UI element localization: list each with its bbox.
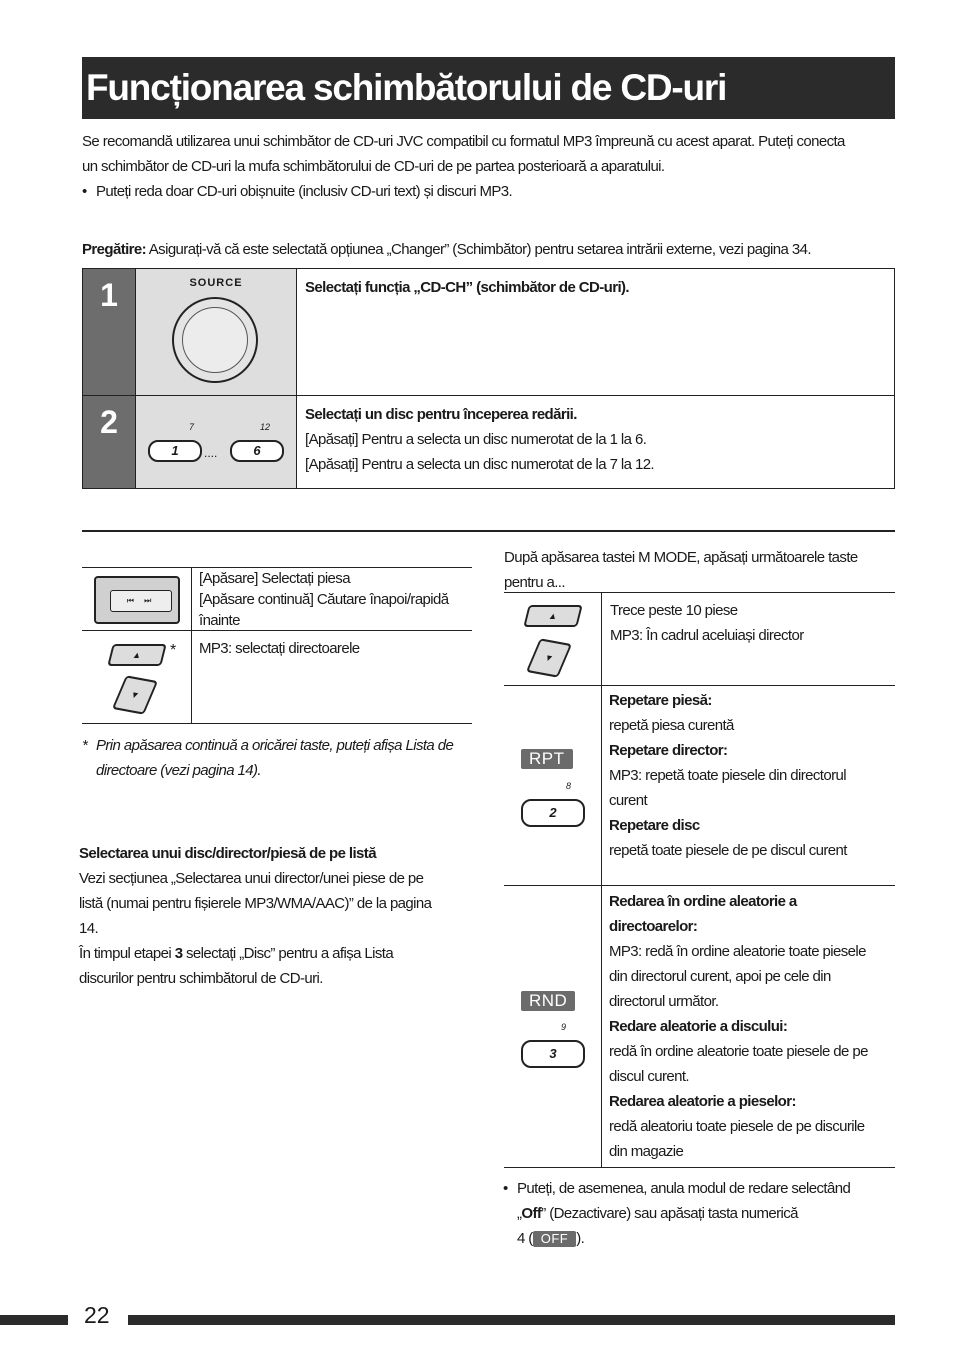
list-last-line: discurilor pentru schimbătorul de CD-uri. — [79, 970, 323, 987]
step-number-1: 1 — [83, 269, 135, 395]
row-divider-1 — [504, 685, 895, 686]
step-row-2 — [83, 396, 894, 488]
right-intro-line-1: După apăsarea tastei M MODE, apăsați următoarele taste — [504, 549, 858, 566]
intro-bullet: • Puteți reda doar CD-uri obișnuite (inclusiv CD-uri text) și discuri MP3. — [82, 183, 513, 200]
list-step-suffix: selectați „Disc” pentru a afișa Lista — [182, 945, 394, 962]
cancel-note — [503, 1176, 895, 1251]
source-label: SOURCE — [189, 277, 243, 289]
keys-dots: .... — [204, 446, 218, 460]
skip-buttons-icon: ⏮ ⏭ — [94, 576, 180, 624]
rnd-chip: RND — [521, 991, 575, 1011]
title-bar — [82, 57, 895, 119]
step-1-heading: Selectați funcția „CD-CH” (schimbător de CD-uri). — [305, 279, 629, 296]
list-line-2: listă (numai pentru fișierele MP3/WMA/AAC)” de la pagina — [79, 895, 432, 912]
random-disc-text-2: discul curent. — [609, 1068, 689, 1085]
step-2-line-1: [Apăsați] Pentru a selecta un disc numerotat de la 1 la 6. — [305, 431, 647, 448]
repeat-folder-heading: Repetare director: — [609, 742, 728, 759]
skip-ten-line-2: MP3: În cadrul aceluiași director — [610, 627, 804, 644]
rpt-chip: RPT — [521, 749, 573, 769]
down-arrow-key-icon: ▼ — [526, 638, 572, 677]
random-folder-text-1: MP3: redă în ordine aleatorie toate piesele — [609, 943, 866, 960]
right-intro — [504, 545, 895, 595]
cancel-line-3-end: ). — [576, 1230, 585, 1247]
footnote-line-2: directoare (vezi pagina 14). — [96, 762, 261, 779]
random-disc-heading: Redare aleatorie a discului: — [609, 1018, 788, 1035]
list-step-line — [79, 941, 469, 966]
cancel-line-1-text: Puteți, de asemenea, anula modul de redare selectând — [517, 1180, 851, 1197]
cancel-off-bold: Off — [521, 1205, 542, 1222]
cancel-line-1: • Puteți, de asemenea, anula modul de redare selectând — [503, 1180, 851, 1197]
intro-line-1: Se recomandă utilizarea unui schimbător de CD-uri JVC compatibil cu formatul MP3 împreună cu acest aparat. Puteți conecta — [82, 133, 845, 150]
random-text — [609, 889, 893, 1164]
list-selection-section — [79, 841, 469, 991]
key-3-icon: 3 — [521, 1040, 585, 1068]
intro-paragraph — [82, 129, 895, 204]
column-divider — [191, 568, 192, 723]
step-2-text — [305, 402, 886, 477]
source-knob-icon — [172, 297, 258, 383]
step-2-heading: Selectați un disc pentru începerea redării. — [305, 406, 577, 423]
step-number-2: 2 — [83, 396, 135, 488]
key-small-8: 8 — [566, 781, 572, 791]
row-divider-2 — [504, 885, 895, 886]
preparation-text: Asigurați-vă că este selectată opțiunea „Changer” (Schimbător) pentru setarea intrării externe, vezi pagina 34. — [148, 241, 811, 258]
key-2-icon: 2 — [521, 799, 585, 827]
list-step-num: 3 — [174, 945, 183, 962]
page-number: 22 — [84, 1302, 110, 1328]
random-folder-text-3: directorul următor. — [609, 993, 719, 1010]
track-control-table — [82, 567, 472, 724]
row-2-star: * — [170, 642, 177, 659]
number-keys-illustration — [135, 396, 297, 488]
source-button-illustration — [135, 269, 297, 395]
rpt-indicator — [521, 747, 573, 772]
column-divider — [601, 593, 602, 1167]
key-1-icon: 1 — [148, 440, 202, 462]
random-folder-text-2: din directorul curent, apoi pe cele din — [609, 968, 831, 985]
footnote — [82, 733, 472, 783]
rnd-indicator — [521, 989, 575, 1014]
repeat-folder-text-2: curent — [609, 792, 648, 809]
random-tracks-text-1: redă aleatoriu toate piesele de pe discurile — [609, 1118, 865, 1135]
up-arrow-key-icon: ▲ — [107, 644, 166, 666]
random-tracks-heading: Redarea aleatorie a pieselor: — [609, 1093, 796, 1110]
list-line-1: Vezi secțiunea „Selectarea unui director/unei piese de pe — [79, 870, 424, 887]
key-6-icon: 6 — [230, 440, 284, 462]
row-1-line-3: înainte — [199, 612, 240, 629]
list-line-3: 14. — [79, 920, 99, 937]
footer-bar-right — [128, 1315, 895, 1325]
page-title: Funcționarea schimbătorului de CD-uri — [86, 67, 727, 108]
cancel-open-quote: „ — [517, 1205, 522, 1222]
skip-ten-text — [610, 598, 890, 648]
cancel-line-3-start: 4 ( — [517, 1230, 533, 1247]
step-2-line-2: [Apăsați] Pentru a selecta un disc numerotat de la 7 la 12. — [305, 456, 654, 473]
list-step-prefix: În timpul etapei — [79, 945, 175, 962]
step-table — [82, 268, 895, 489]
repeat-track-text: repetă piesa curentă — [609, 717, 734, 734]
off-chip: OFF — [533, 1231, 577, 1247]
list-section-heading: Selectarea unui disc/director/piesă de pe listă — [79, 845, 376, 862]
footnote-line-1: Prin apăsarea continuă a oricărei taste, puteți afișa Lista de — [96, 737, 454, 754]
footnote-star: * — [82, 737, 88, 754]
up-arrow-key-icon: ▲ — [523, 605, 582, 627]
random-tracks-text-2: din magazie — [609, 1143, 684, 1160]
row-1-line-2: [Apăsare continuă] Căutare înapoi/rapidă — [199, 591, 449, 608]
row-2-text: MP3: selectați directoarele — [199, 640, 360, 657]
cancel-line-3 — [503, 1226, 895, 1251]
row-1-line-1: [Apăsare] Selectați piesa — [199, 570, 350, 587]
row-1-text — [199, 568, 471, 631]
preparation-label: Pregătire: — [82, 241, 147, 258]
repeat-folder-text-1: MP3: repetă toate piesele din directorul — [609, 767, 846, 784]
right-intro-line-2: pentru a... — [504, 574, 565, 591]
key-small-12: 12 — [260, 422, 271, 432]
repeat-text — [609, 688, 893, 863]
preparation-line — [82, 237, 895, 262]
cancel-line-2 — [503, 1201, 895, 1226]
random-folder-heading-1: Redarea în ordine aleatorie a — [609, 893, 797, 910]
random-folder-heading-2: directoarelor: — [609, 918, 698, 935]
repeat-disc-heading: Repetare disc — [609, 817, 700, 834]
random-disc-text-1: redă în ordine aleatorie toate piesele de pe — [609, 1043, 868, 1060]
down-arrow-key-icon: ▼ — [112, 675, 158, 714]
step-row-1 — [83, 269, 894, 396]
intro-line-2: un schimbător de CD-uri la mufa schimbătorului de CD-uri de pe partea posterioară a aparatului. — [82, 158, 665, 175]
repeat-track-heading: Repetare piesă: — [609, 692, 712, 709]
footer-bar-left — [0, 1315, 68, 1325]
cancel-line-2-rest: ” (Dezactivare) sau apăsați tasta numerică — [541, 1205, 798, 1222]
skip-ten-line-1: Trece peste 10 piese — [610, 602, 738, 619]
section-divider — [82, 530, 895, 532]
intro-bullet-text: Puteți reda doar CD-uri obișnuite (inclusiv CD-uri text) și discuri MP3. — [96, 183, 513, 200]
repeat-disc-text: repetă toate piesele de pe discul curent — [609, 842, 847, 859]
key-small-9: 9 — [561, 1022, 567, 1032]
key-small-7: 7 — [189, 422, 195, 432]
mode-table — [504, 592, 895, 1168]
